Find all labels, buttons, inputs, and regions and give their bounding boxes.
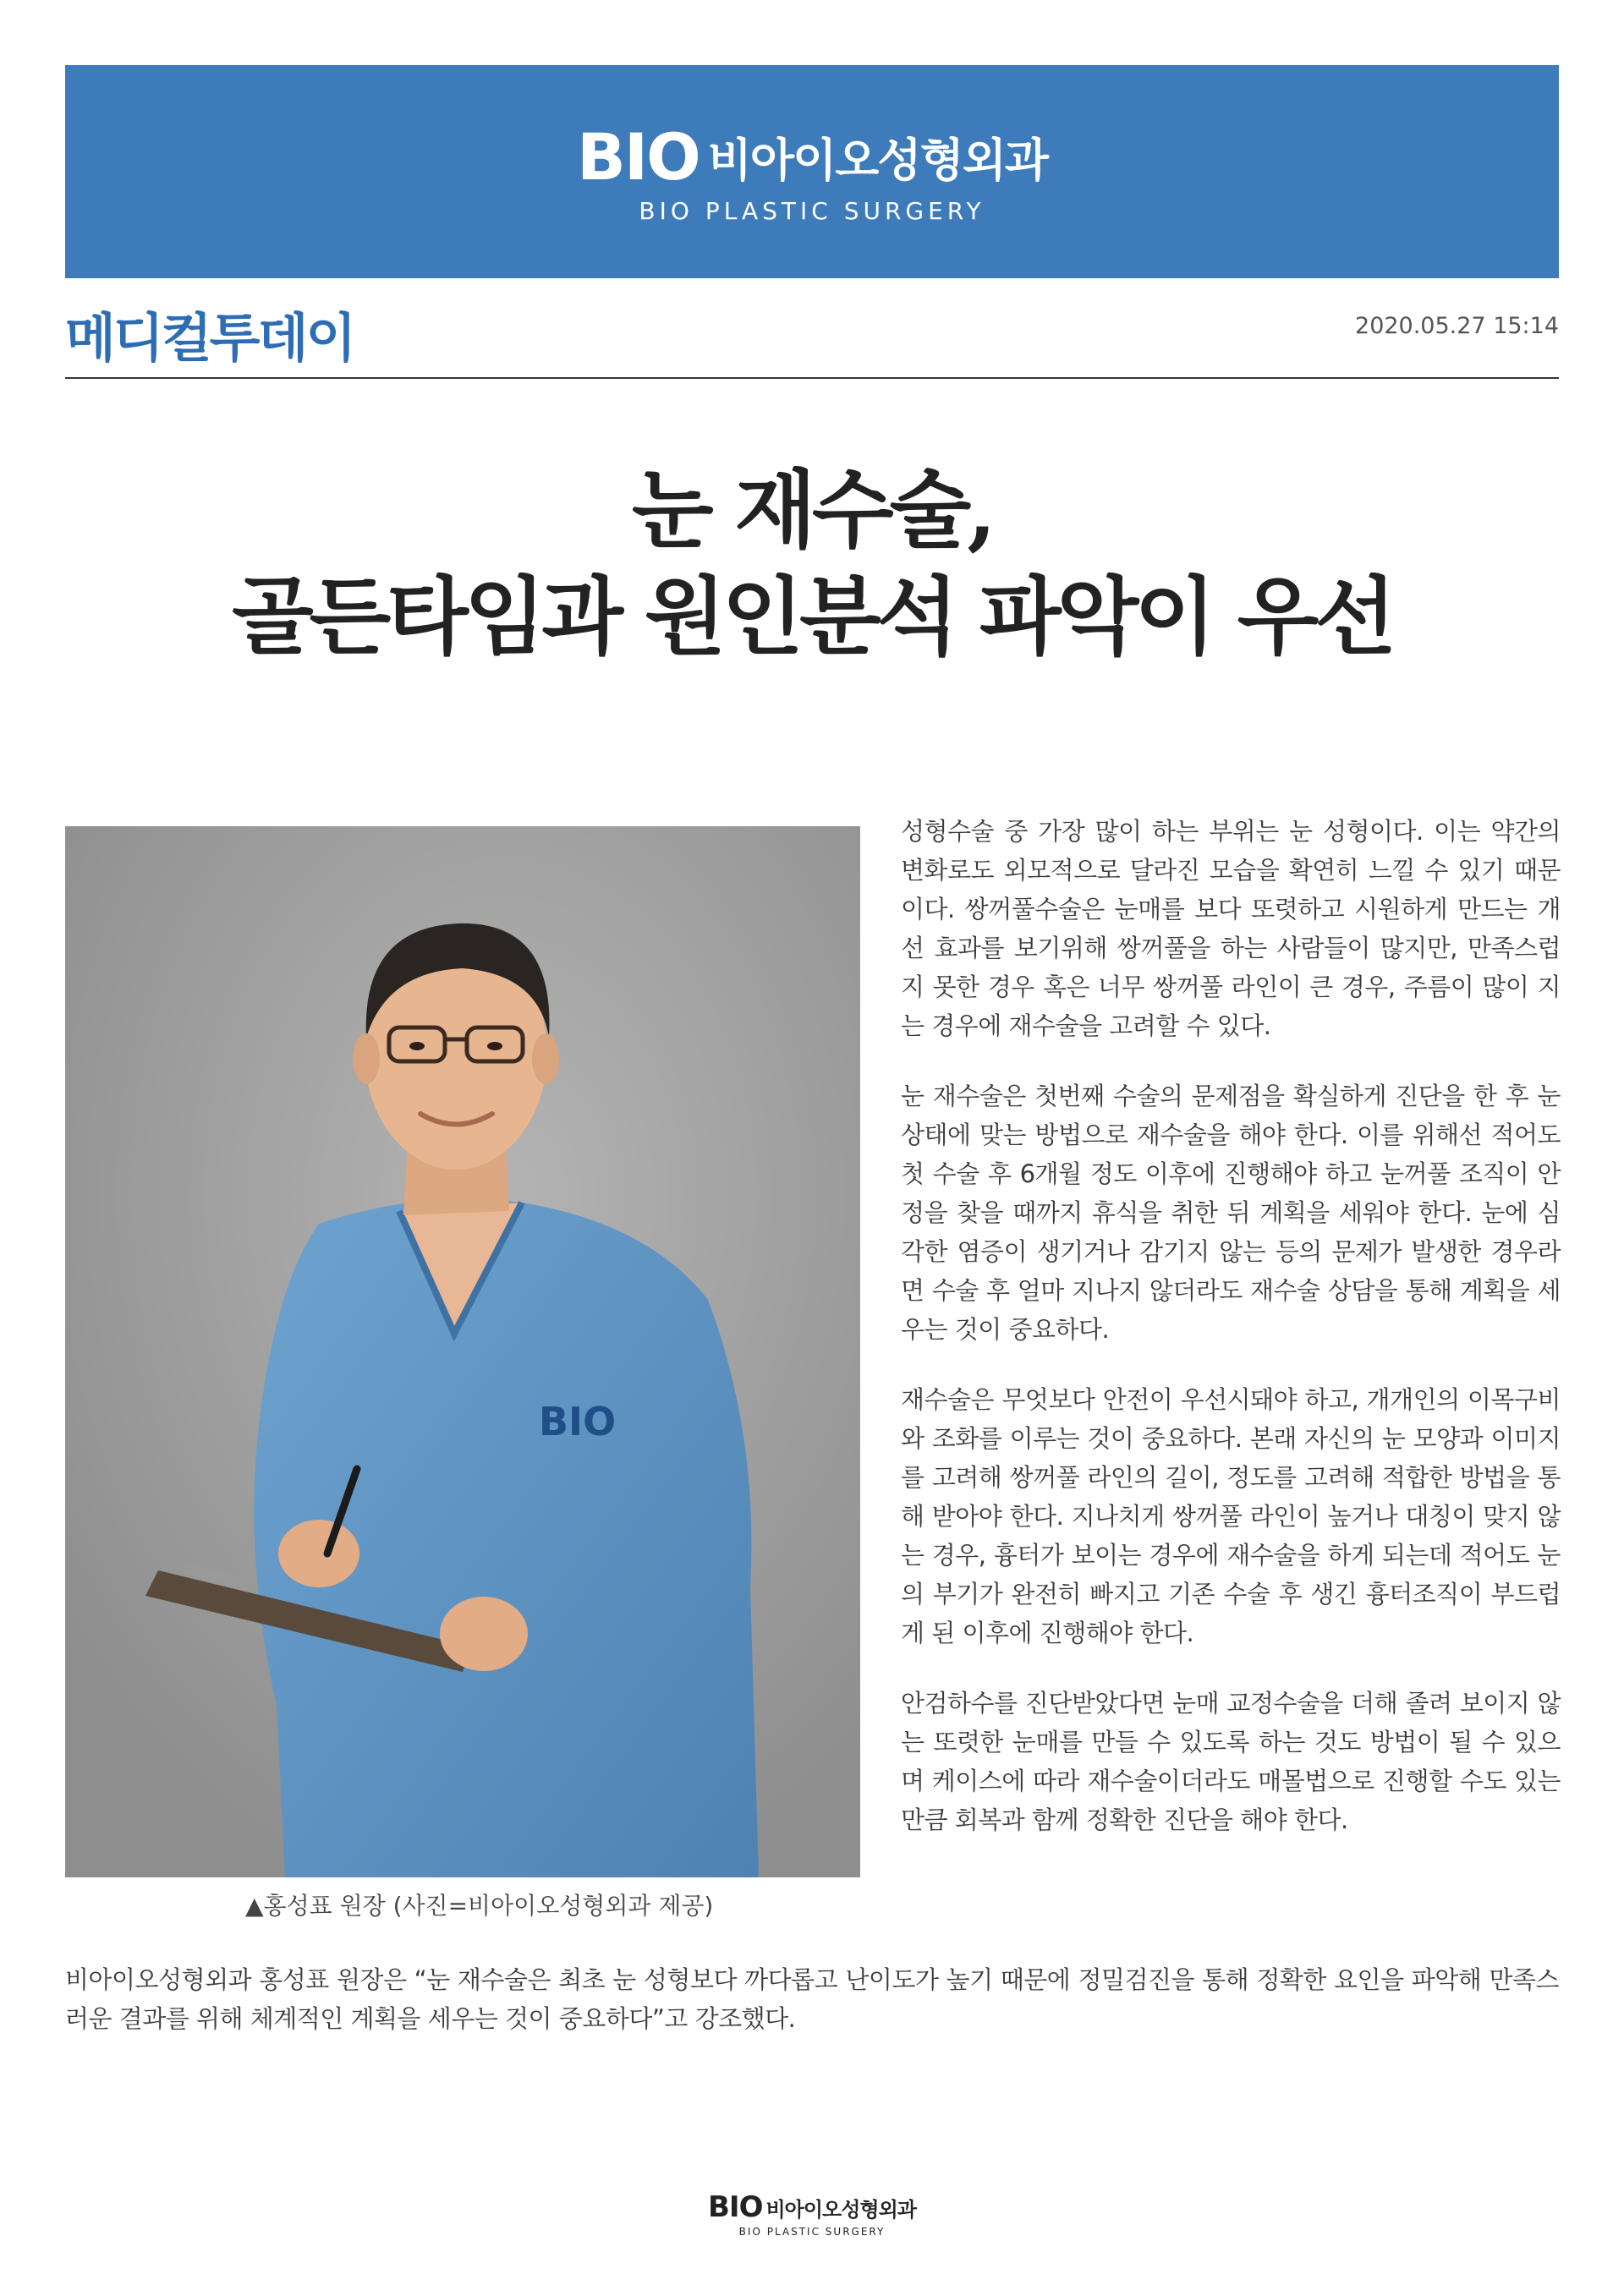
footer-logo-english: BIO PLASTIC SURGERY [738, 2226, 886, 2238]
brand-logo [65, 119, 1559, 195]
headline-line-1: 눈 재수술, [631, 460, 993, 560]
article-headline [0, 457, 1624, 670]
article-paragraph-1: 성형수술 중 가장 많이 하는 부위는 눈 성형이다. 이는 약간의 변화로도 외모적으로 달라진 모습을 확연히 느낄 수 있기 때문이다. 쌍꺼풀수술은 눈매를 보다 또렷하고 시원하게 만드는 개선 효과를 보기위해 쌍꺼풀을 하는 사람들이 많지만, 만족스럽지 못한 경우 혹은 너무 쌍꺼풀 라인이 큰 경우, 주름이 많이 지는 경우에 재수술을 고려할 수 있다. [901, 817, 1561, 1040]
doctor-quote: 비아이오성형외과 홍성표 원장은 “눈 재수술은 최초 눈 성형보다 까다롭고 난이도가 높기 때문에 정밀검진을 통해 정확한 요인을 파악해 만족스러운 결과를 위해 체계적인 계획을 세우는 것이 중요하다”고 강조했다. [65, 1965, 1559, 2033]
brand-logo-english: BIO PLASTIC SURGERY [639, 197, 985, 225]
headline-line-2: 골든타임과 원인분석 파악이 우선 [232, 567, 1392, 666]
article-body [901, 812, 1561, 1871]
publisher-name: 메디컬투데이 [65, 307, 354, 369]
header-divider [65, 377, 1559, 379]
doctor-photo [65, 826, 860, 1877]
brand-logo-korean: 비아이오성형외과 [707, 134, 1048, 187]
footer-logo-korean: 비아이오성형외과 [765, 2197, 916, 2222]
article-paragraph-2: 눈 재수술은 첫번째 수술의 문제점을 확실하게 진단을 한 후 눈 상태에 맞는 방법으로 재수술을 해야 한다. 이를 위해선 적어도 첫 수술 후 6개월 정도 이후에 진행해야 하고 눈꺼풀 조직이 안정을 찾을 때까지 휴식을 취한 뒤 계획을 세워야 한다. 눈에 심각한 염증이 생기거나 감기지 않는 등의 문제가 발생한 경우라면 수술 후 얼마 지나지 않더라도 재수술 상담을 통해 계획을 세우는 것이 중요하다. [901, 1082, 1561, 1344]
footer-logo [0, 2190, 1624, 2238]
brand-logo-bio: BIO [576, 119, 700, 195]
footer-logo-bio: BIO [708, 2190, 763, 2224]
article-paragraph-3: 재수술은 무엇보다 안전이 우선시돼야 하고, 개개인의 이목구비와 조화를 이루는 것이 중요하다. 본래 자신의 눈 모양과 이미지를 고려해 쌍꺼풀 라인의 길이, 정도를 고려해 적합한 방법을 통해 받아야 한다. 지나치게 쌍꺼풀 라인이 높거나 대칭이 맞지 않는 경우, 흉터가 보이는 경우에 재수술을 하게 되는데 적어도 눈의 부기가 완전히 빠지고 기존 수술 후 생긴 흉터조직이 부드럽게 된 이후에 진행해야 한다. [901, 1385, 1561, 1647]
header-banner [65, 65, 1559, 278]
article-paragraph-4: 안검하수를 진단받았다면 눈매 교정수술을 더해 졸려 보이지 않는 또렷한 눈매를 만들 수 있도록 하는 것도 방법이 될 수 있으며 케이스에 따라 재수술이더라도 매몰법으로 진행할 수도 있는 만큼 회복과 함께 정확한 진단을 해야 한다. [901, 1689, 1561, 1834]
svg-text:BIO: BIO [539, 1399, 617, 1444]
photo-caption: ▲홍성표 원장 (사진=비아이오성형외과 제공) [245, 1892, 714, 1920]
publish-date: 2020.05.27 15:14 [1355, 313, 1559, 339]
